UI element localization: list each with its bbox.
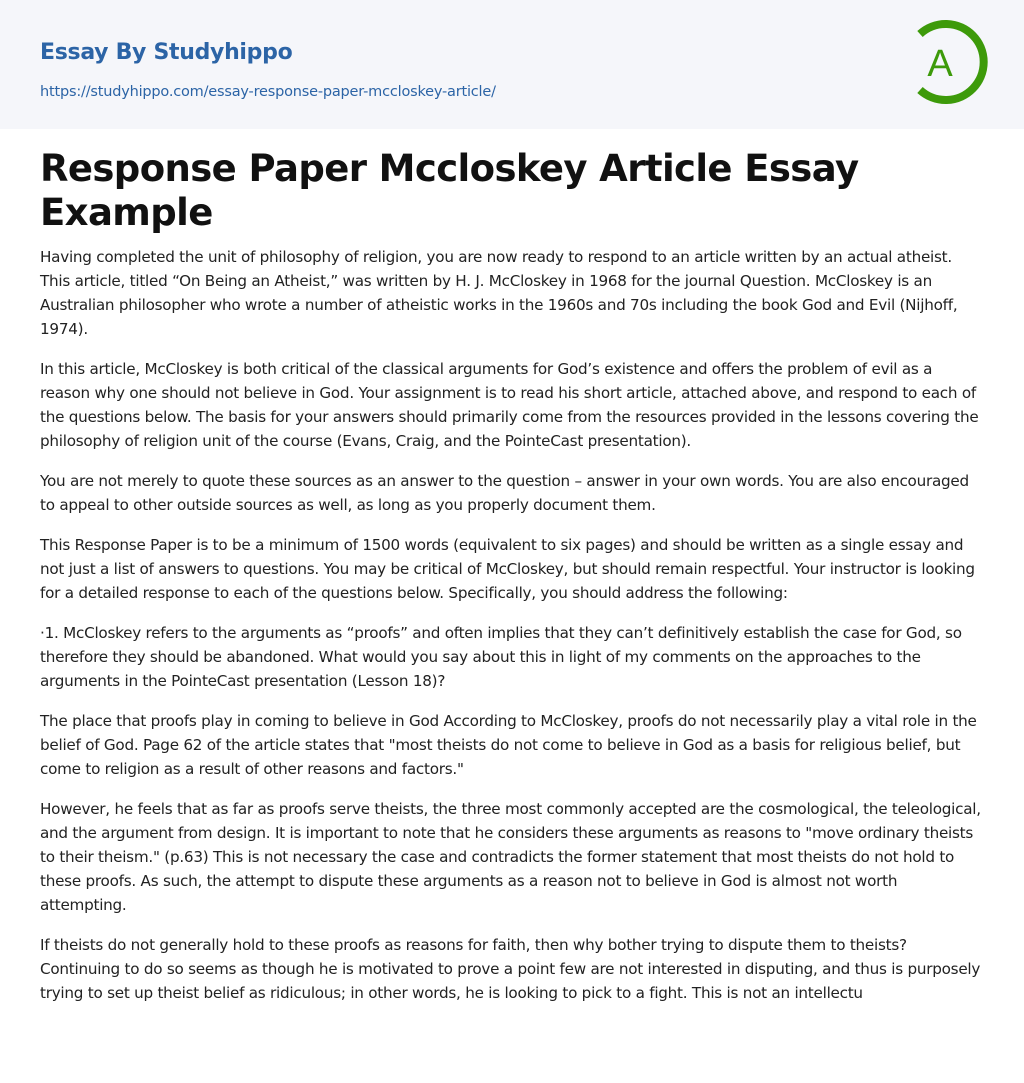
paragraph: ·1. McCloskey refers to the arguments as “proofs” and often implies that they can’t definitively establish the case for God, so therefore they should be abandoned. What would you say about this in light of my comments on the approaches to the arguments in the PointeCast presentation (Lesson 18)?: [40, 624, 962, 690]
site-header: [0, 0, 1024, 129]
site-title[interactable]: Essay By Studyhippo: [40, 40, 293, 65]
paragraph: This Response Paper is to be a minimum of 1500 words (equivalent to six pages) and should be written as a single essay and not just a list of answers to questions. You may be critical of McCloskey, but should remain respectful. Your instructor is looking for a detailed response to each of the questions below. Specifically, you should address the following:: [40, 536, 975, 602]
paragraph: In this article, McCloskey is both critical of the classical arguments for God’s existence and offers the problem of evil as a reason why one should not believe in God. Your assignment is to read his short article, attached above, and respond to each of the questions below. The basis for your answers should primarily come from the resources provided in the lessons covering the philosophy of religion unit of the course (Evans, Craig, and the PointeCast presentation).: [40, 360, 979, 450]
article-url-link[interactable]: https://studyhippo.com/essay-response-paper-mccloskey-article/: [40, 84, 496, 100]
paragraph: Having completed the unit of philosophy of religion, you are now ready to respond to an article written by an actual atheist. This article, titled “On Being an Atheist,” was written by H. J. McCloskey in 1968 for the journal Question. McCloskey is an Australian philosopher who wrote a number of atheistic works in the 1960s and 70s including the book God and Evil (Nijhoff, 1974).: [40, 248, 958, 338]
logo-letter: A: [927, 43, 953, 85]
article-body: [40, 245, 984, 1005]
paragraph: You are not merely to quote these sources as an answer to the question – answer in your own words. You are also encouraged to appeal to other outside sources as well, as long as you properly document them.: [40, 472, 969, 514]
studyhippo-logo-icon[interactable]: [906, 18, 990, 106]
paragraph: The place that proofs play in coming to believe in God According to McCloskey, proofs do not necessarily play a vital role in the belief of God. Page 62 of the article states that "most theists do not come to believe in God as a basis for religious belief, but come to religion as a result of other reasons and factors.": [40, 712, 977, 778]
paragraph: However, he feels that as far as proofs serve theists, the three most commonly accepted are the cosmological, the teleological, and the argument from design. It is important to note that he considers these arguments as reasons to "move ordinary theists to their theism." (p.63) This is not necessary the case and contradicts the former statement that most theists do not hold to these proofs. As such, the attempt to dispute these arguments as a reason not to believe in God is almost not worth attempting.: [40, 800, 981, 914]
paragraph: If theists do not generally hold to these proofs as reasons for faith, then why bother trying to dispute them to theists? Continuing to do so seems as though he is motivated to prove a point few are not interested in disputing, and thus is purposely trying to set up theist belief as ridiculous; in other words, he is looking to pick to a fight. This is not an intellectu: [40, 936, 981, 1002]
page-title: Response Paper Mccloskey Article Essay Example: [40, 147, 859, 234]
